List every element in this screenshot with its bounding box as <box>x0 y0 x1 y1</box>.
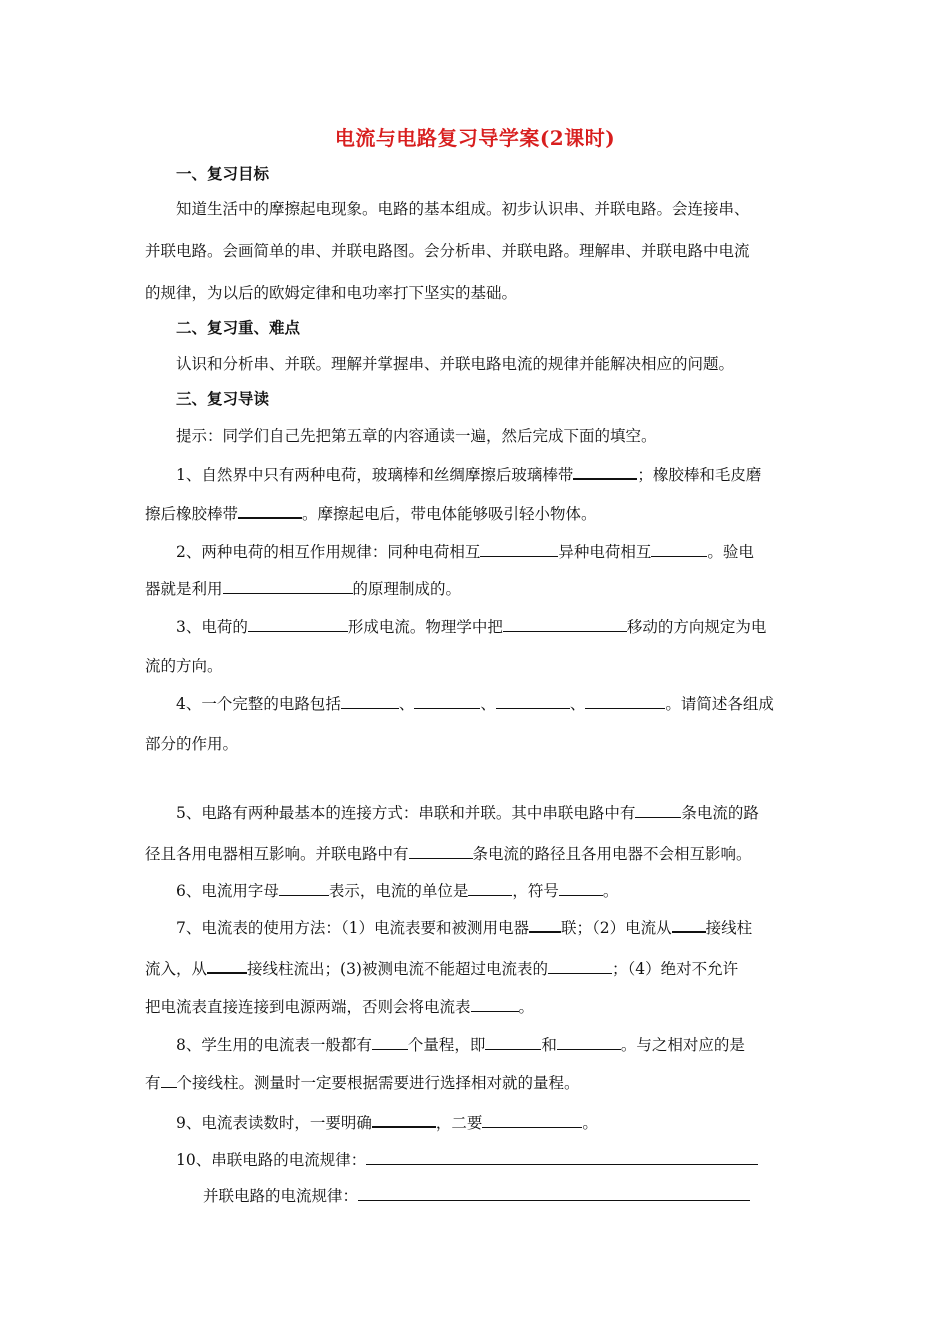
q5-text-d: 条电流的路径且各用电器不会相互影响。 <box>472 845 752 863</box>
q5-blank-1[interactable] <box>635 803 681 818</box>
q2-blank-2[interactable] <box>651 542 707 557</box>
q8-blank-4[interactable] <box>161 1073 177 1088</box>
q7-text-c: 接线柱 <box>705 919 753 937</box>
q6-blank-1[interactable] <box>279 881 329 896</box>
q2-blank-1[interactable] <box>480 542 558 557</box>
q3-text-a: 3、电荷的 <box>176 618 248 636</box>
q2-blank-3[interactable] <box>223 579 353 594</box>
q2-text-c: 。验电 <box>707 543 754 561</box>
q3-blank-1[interactable] <box>248 617 348 632</box>
q9-text-c: 。 <box>582 1114 598 1132</box>
section-heading-guide: 三、复习导读 <box>176 389 270 408</box>
q2-text-d: 器就是利用 <box>145 580 223 598</box>
q4-text-b: 。请简述各组成 <box>665 695 774 713</box>
q8-blank-2[interactable] <box>485 1035 541 1050</box>
tip-text: 提示：同学们自己先把第五章的内容通读一遍，然后完成下面的填空。 <box>176 427 657 445</box>
q4-blank-2[interactable] <box>414 694 480 709</box>
question-2-line-2 <box>145 579 815 599</box>
q4-blank-1[interactable] <box>341 694 399 709</box>
q7-blank-5[interactable] <box>471 997 519 1012</box>
question-7-line-2 <box>145 958 815 979</box>
q3-text-b: 形成电流。物理学中把 <box>347 618 503 636</box>
q8-blank-3[interactable] <box>557 1035 621 1050</box>
q5-blank-2[interactable] <box>409 844 473 859</box>
q1-text-a: 1、自然界中只有两种电荷，玻璃棒和丝绸摩擦后玻璃棒带 <box>176 466 574 484</box>
question-7-line-3 <box>145 997 815 1017</box>
question-5-line-2 <box>145 844 815 864</box>
q9-text-b: ，二要 <box>435 1114 483 1132</box>
question-4-line-2: 部分的作用。 <box>145 735 239 753</box>
q1-text-d: 。摩擦起电后，带电体能够吸引轻小物体。 <box>302 505 597 523</box>
q4-blank-4[interactable] <box>585 694 665 709</box>
q7-text-e: 接线柱流出；(3)被测电流不能超过电流表的 <box>247 960 548 978</box>
question-1-line-1 <box>176 464 816 485</box>
q5-text-c: 径且各用电器相互影响。并联电路中有 <box>145 845 409 863</box>
q1-blank-2[interactable] <box>238 503 302 519</box>
q1-blank-1[interactable] <box>573 464 637 480</box>
q7-text-d: 流入，从 <box>145 960 208 978</box>
q4-sep-3: 、 <box>569 695 586 713</box>
q7-blank-4[interactable] <box>548 959 612 974</box>
q4-sep-1: 、 <box>398 695 415 713</box>
key-points-text: 认识和分析串、并联。理解并掌握串、并联电路电流的规律并能解决相应的问题。 <box>176 355 735 373</box>
q7-text-h: 。 <box>518 998 535 1016</box>
question-2-line-1 <box>176 542 816 562</box>
q10-blank-parallel[interactable] <box>358 1186 750 1201</box>
q3-blank-2[interactable] <box>503 617 627 632</box>
goals-line-2: 并联电路。会画简单的串、并联电路图。会分析串、并联电路。理解串、并联电路中电流 <box>145 242 750 260</box>
question-10-line-1 <box>176 1150 816 1170</box>
q10-blank-series[interactable] <box>366 1150 758 1165</box>
question-4-line-1 <box>176 694 816 714</box>
q2-text-b: 异种电荷相互 <box>558 543 652 561</box>
q5-text-b: 条电流的路 <box>681 804 759 822</box>
q7-text-a: 7、电流表的使用方法：（1）电流表要和被测用电器 <box>176 919 529 937</box>
q10-text-b: 并联电路的电流规律： <box>203 1187 359 1205</box>
q6-text-c: ，符号 <box>512 882 559 900</box>
section-heading-goals: 一、复习目标 <box>176 164 270 183</box>
question-7-line-1 <box>176 917 816 938</box>
q8-text-a: 8、学生用的电流表一般都有 <box>176 1036 372 1054</box>
q2-text-a: 2、两种电荷的相互作用规律：同种电荷相互 <box>176 543 481 561</box>
q9-text-a: 9、电流表读数时，一要明确 <box>176 1114 372 1132</box>
q4-sep-2: 、 <box>480 695 496 713</box>
q6-text-a: 6、电流用字母 <box>176 882 279 900</box>
question-3-line-2: 流的方向。 <box>145 657 223 675</box>
q8-text-e: 有 <box>145 1074 161 1092</box>
q6-text-b: 表示，电流的单位是 <box>328 882 469 900</box>
q7-blank-2[interactable] <box>672 917 706 933</box>
q6-blank-3[interactable] <box>559 881 603 896</box>
q7-blank-1[interactable] <box>529 917 561 933</box>
goals-line-3: 的规律，为以后的欧姆定律和电功率打下坚实的基础。 <box>145 284 518 302</box>
q1-text-c: 擦后橡胶棒带 <box>145 505 239 523</box>
q8-text-b: 个量程，即 <box>407 1036 486 1054</box>
question-5-line-1 <box>176 803 816 823</box>
question-10-line-2 <box>203 1186 803 1206</box>
question-8-line-2 <box>145 1073 815 1093</box>
q8-text-f: 个接线柱。测量时一定要根据需要进行选择相对就的量程。 <box>176 1074 580 1092</box>
question-1-line-2 <box>145 503 815 524</box>
section-heading-key-points: 二、复习重、难点 <box>176 318 301 337</box>
q6-text-d: 。 <box>602 882 619 900</box>
q7-text-b: 联；（2）电流从 <box>560 919 672 937</box>
question-8-line-1 <box>176 1035 816 1055</box>
q7-text-f: ；（4）绝对不允许 <box>611 960 739 978</box>
q6-blank-2[interactable] <box>468 881 512 896</box>
q8-blank-1[interactable] <box>372 1035 408 1050</box>
q3-text-c: 移动的方向规定为电 <box>626 618 767 636</box>
q9-blank-2[interactable] <box>482 1113 582 1128</box>
q8-text-d: 。与之相对应的是 <box>620 1036 745 1054</box>
goals-line-1: 知道生活中的摩擦起电现象。电路的基本组成。初步认识串、并联电路。会连接串、 <box>176 200 750 218</box>
q4-blank-3[interactable] <box>496 694 570 709</box>
q8-text-c: 和 <box>541 1036 557 1054</box>
question-6-line <box>176 881 816 901</box>
q7-blank-3[interactable] <box>207 958 247 974</box>
q9-blank-1[interactable] <box>372 1112 436 1128</box>
question-9-line <box>176 1112 816 1133</box>
document-title: 电流与电路复习导学案(2课时) <box>334 126 616 150</box>
question-3-line-1 <box>176 617 816 637</box>
q1-text-b: ；橡胶棒和毛皮磨 <box>637 466 762 484</box>
q4-text-a: 4、一个完整的电路包括 <box>176 695 341 713</box>
q10-text-a: 10、串联电路的电流规律： <box>176 1151 367 1169</box>
q5-text-a: 5、电路有两种最基本的连接方式：串联和并联。其中串联电路中有 <box>176 804 636 822</box>
q2-text-e: 的原理制成的。 <box>352 580 462 598</box>
q7-text-g: 把电流表直接连接到电源两端，否则会将电流表 <box>145 998 471 1016</box>
